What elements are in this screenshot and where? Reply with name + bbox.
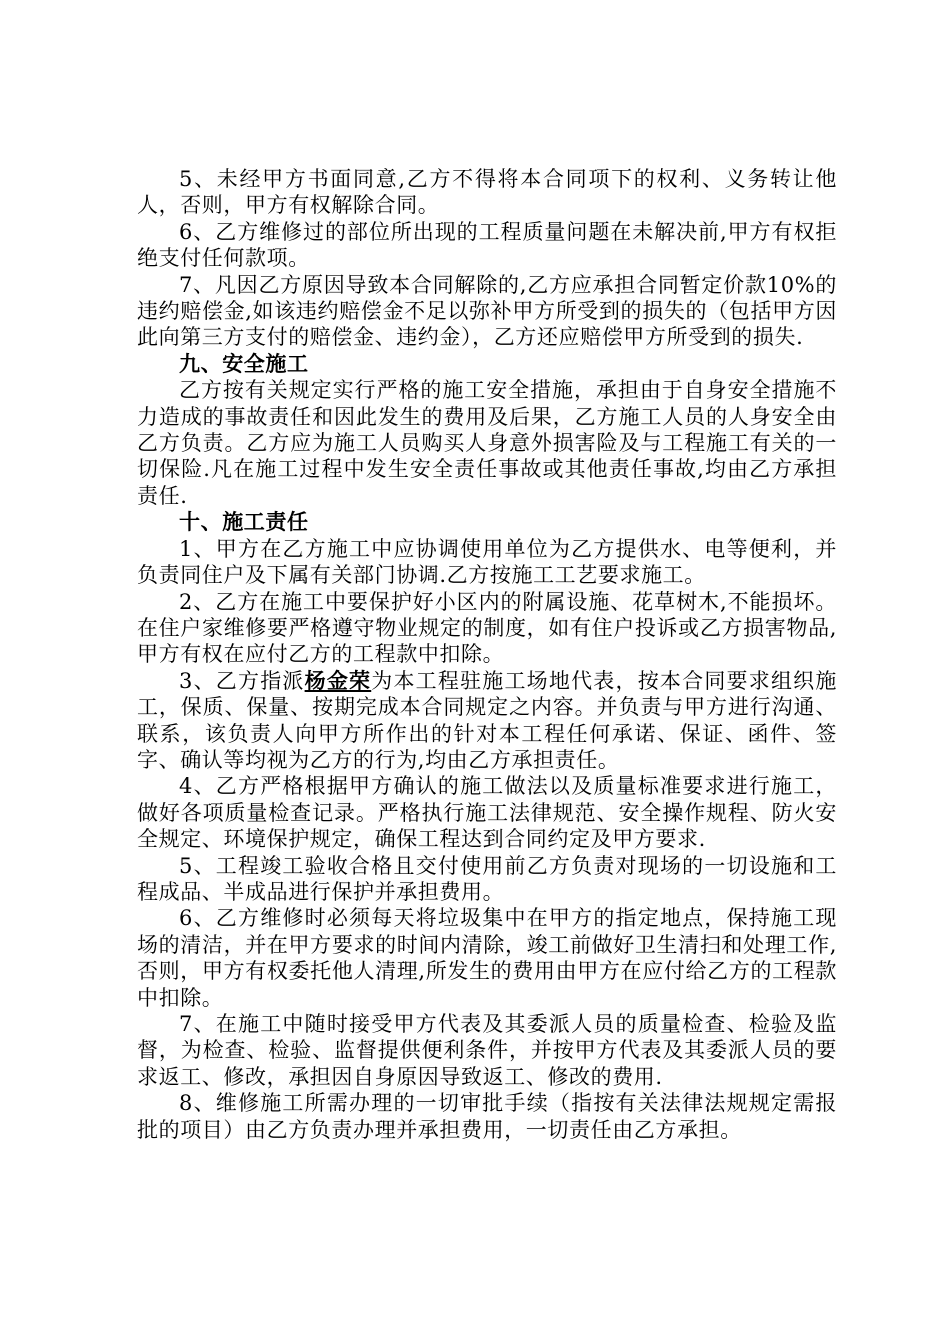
clause-10-4: 4、乙方严格根据甲方确认的施工做法以及质量标准要求进行施工，做好各项质量检查记录。严格执行施工法律规范、安全操作规程、防火安全规定、环境保护规定，确保工程达到合同约定及甲方要求. <box>137 774 837 852</box>
clause-10-7: 7、在施工中随时接受甲方代表及其委派人员的质量检查、检验及监督，为检查、检验、监督提供便利条件，并按甲方代表及其委派人员的要求返工、修改，承担因自身原因导致返工、修改的费用. <box>137 1012 837 1089</box>
site-representative-name: 杨金荣 <box>304 667 372 693</box>
clause-10-5: 5、工程竣工验收合格且交付使用前乙方负责对现场的一切设施和工程成品、半成品进行保护并承担费用。 <box>137 853 837 904</box>
section-10-heading: 十、施工责任 <box>179 509 309 535</box>
clause-10-8: 8、维修施工所需办理的一切审批手续（指按有关法律法规规定需报批的项目）由乙方负责办理并承担费用，一切责任由乙方承担。 <box>137 1091 837 1142</box>
clause-10-6: 6、乙方维修时必须每天将垃圾集中在甲方的指定地点，保持施工现场的清洁，并在甲方要求的时间内清除，竣工前做好卫生清扫和处理工作,否则，甲方有权委托他人清理,所发生的费用由甲方在应付给乙方的工程款中扣除。 <box>137 906 837 1010</box>
document-page <box>137 166 837 1143</box>
clause-8-5: 5、未经甲方书面同意,乙方不得将本合同项下的权利、义务转让他人，否则，甲方有权解除合同。 <box>137 167 837 218</box>
clause-10-3 <box>137 668 837 774</box>
clause-8-6: 6、乙方维修过的部位所出现的工程质量问题在未解决前,甲方有权拒绝支付任何款项。 <box>137 219 837 271</box>
clause-10-1: 1、甲方在乙方施工中应协调使用单位为乙方提供水、电等便利，并负责同住户及下属有关部门协调.乙方按施工工艺要求施工。 <box>137 536 837 588</box>
section-9-body: 乙方按有关规定实行严格的施工安全措施，承担由于自身安全措施不力造成的事故责任和因此发生的费用及后果，乙方施工人员的人身安全由乙方负责。乙方应为施工人员购买人身意外损害险及与工程施工有关的一切保险.凡在施工过程中发生安全责任事故或其他责任事故,均由乙方承担责任. <box>137 378 837 508</box>
section-9-heading: 九、安全施工 <box>179 350 309 376</box>
clause-10-3-prefix: 3、乙方指派 <box>179 668 305 693</box>
clause-10-2: 2、乙方在施工中要保护好小区内的附属设施、花草树木,不能损坏。在住户家维修要严格遵守物业规定的制度，如有住户投诉或乙方损害物品,甲方有权在应付乙方的工程款中扣除。 <box>137 589 837 667</box>
clause-8-7: 7、凡因乙方原因导致本合同解除的,乙方应承担合同暂定价款10%的违约赔偿金,如该违约赔偿金不足以弥补甲方所受到的损失的（包括甲方因此向第三方支付的赔偿金、违约金），乙方还应赔偿甲方所受到的损失. <box>137 272 837 350</box>
clause-10-3-suffix: 为本工程驻施工场地代表，按本合同要求组织施工，保质、保量、按期完成本合同规定之内容。并负责与甲方进行沟通、联系，该负责人向甲方所作出的针对本工程任何承诺、保证、函件、签字、确认等均视为乙方的行为,均由乙方承担责任。 <box>137 668 837 772</box>
